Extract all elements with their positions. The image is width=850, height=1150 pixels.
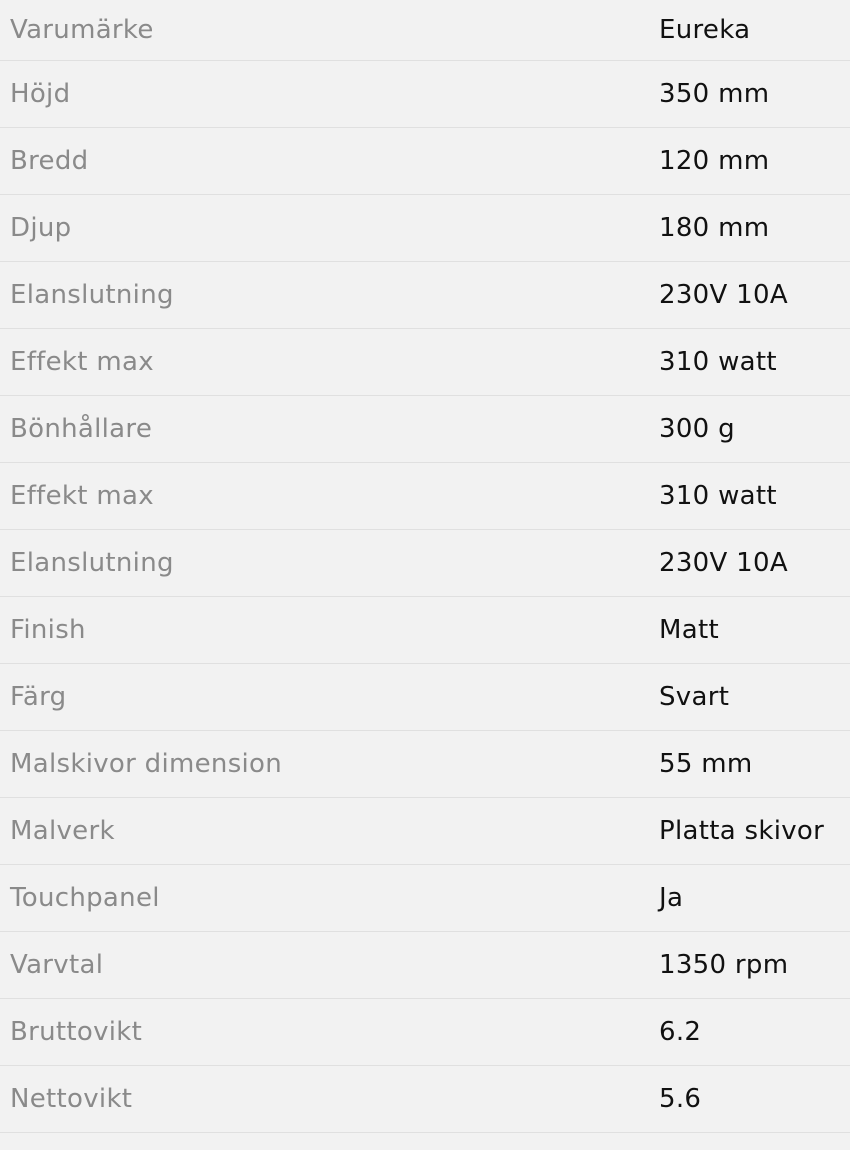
spec-label: Höjd — [0, 61, 649, 128]
spec-value: 6.2 — [649, 999, 850, 1066]
spec-label: Varvtal — [0, 932, 649, 999]
spec-row — [0, 128, 850, 195]
spec-row — [0, 664, 850, 731]
spec-label: Bruttovikt — [0, 999, 649, 1066]
spec-value: 1350 rpm — [649, 932, 850, 999]
spec-value: Eureka — [649, 0, 850, 61]
spec-row — [0, 999, 850, 1066]
spec-value: 310 watt — [649, 329, 850, 396]
spec-label: Touchpanel — [0, 865, 649, 932]
spec-label: Bönhållare — [0, 396, 649, 463]
spec-row — [0, 195, 850, 262]
spec-value: 310 watt — [649, 463, 850, 530]
spec-label: Malskivor dimension — [0, 731, 649, 798]
spec-value: 300 g — [649, 396, 850, 463]
spec-label: Nettovikt — [0, 1066, 649, 1133]
spec-row — [0, 798, 850, 865]
spec-value: 120 mm — [649, 128, 850, 195]
spec-label: Elanslutning — [0, 530, 649, 597]
spec-value: Platta skivor — [649, 798, 850, 865]
spec-value: 180 mm — [649, 195, 850, 262]
spec-value: 5.6 — [649, 1066, 850, 1133]
spec-value: Svart — [649, 664, 850, 731]
spec-row — [0, 396, 850, 463]
spec-row — [0, 0, 850, 61]
spec-row — [0, 1066, 850, 1133]
spec-value: 230V 10A — [649, 530, 850, 597]
spec-row — [0, 262, 850, 329]
spec-label: Elanslutning — [0, 262, 649, 329]
spec-label: Bredd — [0, 128, 649, 195]
spec-label: Effekt max — [0, 329, 649, 396]
spec-label: Malverk — [0, 798, 649, 865]
spec-label: Djup — [0, 195, 649, 262]
spec-label: Varumärke — [0, 0, 649, 61]
spec-value: Matt — [649, 597, 850, 664]
spec-row — [0, 932, 850, 999]
spec-row — [0, 530, 850, 597]
spec-value: 55 mm — [649, 731, 850, 798]
spec-label: Färg — [0, 664, 649, 731]
spec-value: Ja — [649, 865, 850, 932]
spec-value: 350 mm — [649, 61, 850, 128]
spec-row — [0, 731, 850, 798]
spec-value: 230V 10A — [649, 262, 850, 329]
spec-label: Finish — [0, 597, 649, 664]
spec-row — [0, 463, 850, 530]
spec-label: Effekt max — [0, 463, 649, 530]
spec-row — [0, 61, 850, 128]
spec-row — [0, 329, 850, 396]
spec-row — [0, 865, 850, 932]
spec-row — [0, 597, 850, 664]
